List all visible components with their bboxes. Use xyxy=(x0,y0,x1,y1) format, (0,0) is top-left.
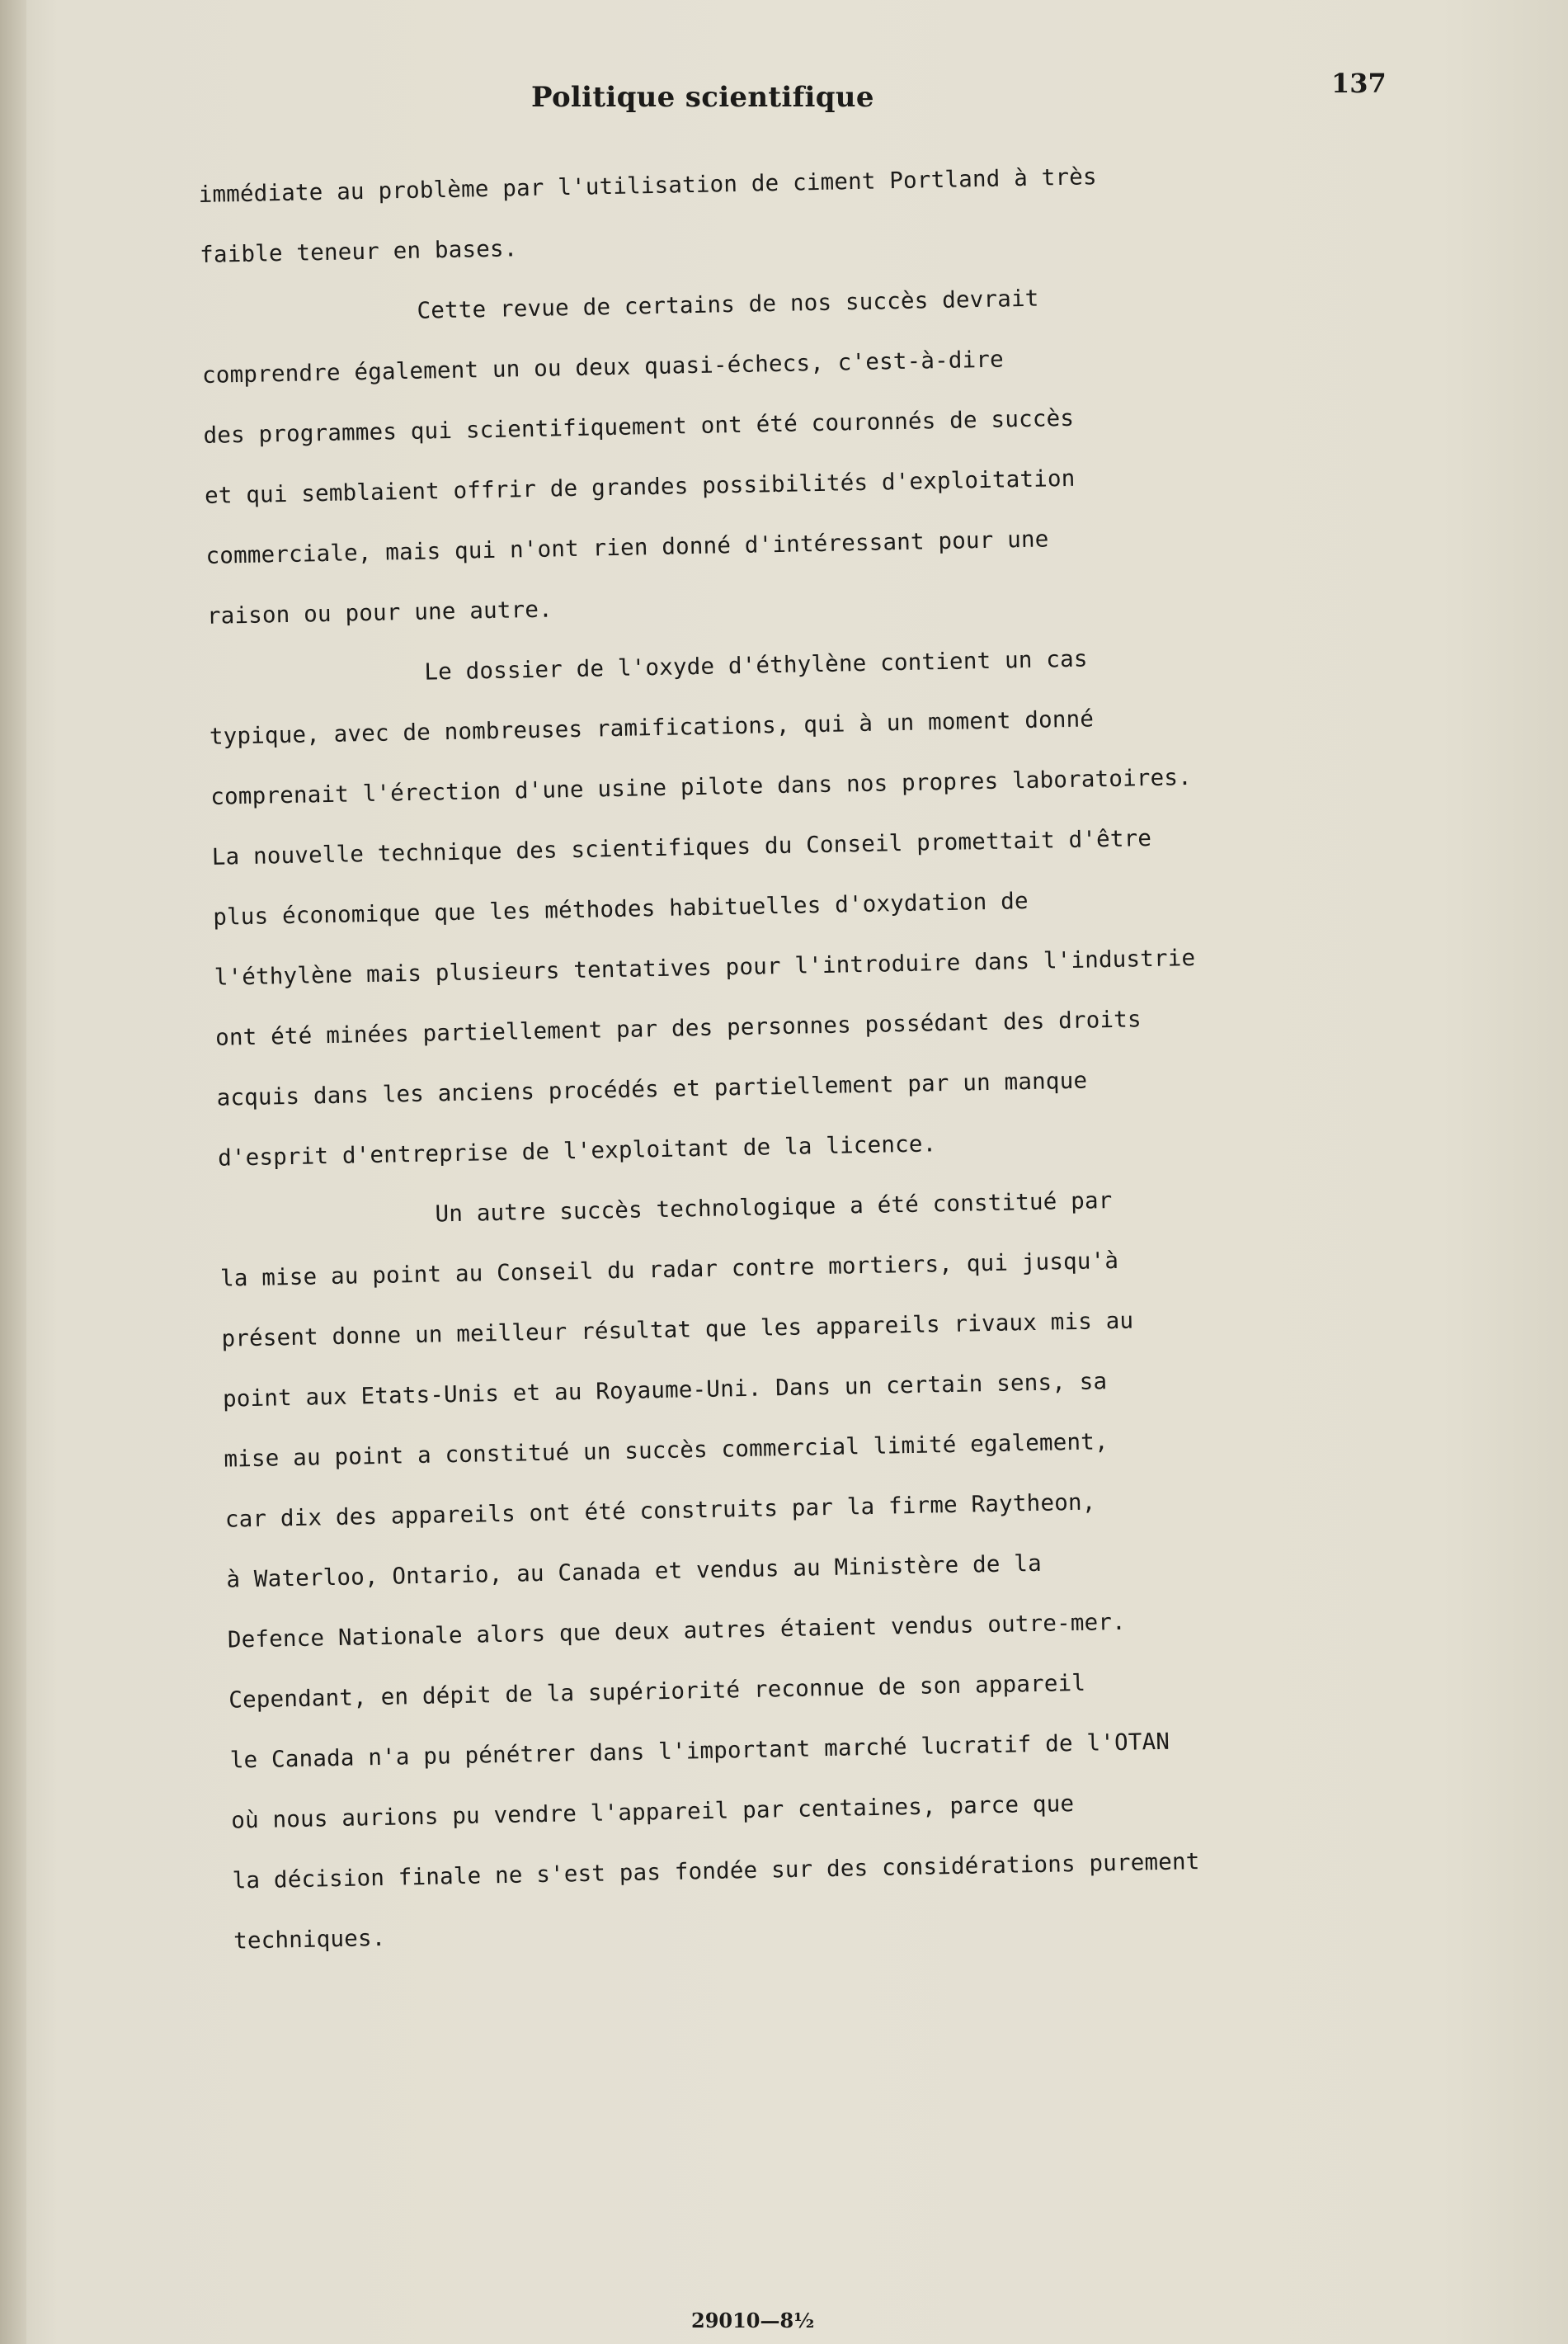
printer-signature-code: 29010—8½ xyxy=(691,2309,815,2332)
text-line: mise au point a constitué un succès commercial limité egalement, xyxy=(224,1428,1109,1473)
text-line: des programmes qui scientifiquement ont été couronnés de succès xyxy=(203,404,1075,449)
text-line: Defence Nationale alors que deux autres étaient vendus outre-mer. xyxy=(227,1608,1127,1653)
text-line: typique, avec de nombreuses ramifications, qui à un moment donné xyxy=(209,705,1095,750)
text-line: ont été minées partiellement par des personnes possédant des droits xyxy=(214,1006,1142,1051)
text-line: comprenait l'érection d'une usine pilote dans nos propres laboratoires. xyxy=(210,763,1193,810)
paragraph-first-line: Un autre succès technologique a été constitué par xyxy=(435,1187,1113,1228)
text-line: faible teneur en bases. xyxy=(199,235,518,268)
book-binding-edge xyxy=(0,0,26,2344)
text-line: car dix des appareils ont été construits par la firme Raytheon, xyxy=(224,1488,1096,1533)
text-line: la mise au point au Conseil du radar contre mortiers, qui jusqu'à xyxy=(219,1247,1119,1292)
text-line: immédiate au problème par l'utilisation de ciment Portland à très xyxy=(198,163,1097,208)
page-number: 137 xyxy=(1331,68,1387,99)
body-text xyxy=(198,144,1274,1972)
text-line: l'éthylène mais plusieurs tentatives pour l'introduire dans l'industrie xyxy=(214,944,1196,991)
paragraph-first-line: Le dossier de l'oxyde d'éthylène contient un cas xyxy=(424,645,1088,686)
text-line: acquis dans les anciens procédés et partiellement par un manque xyxy=(216,1067,1088,1111)
text-line: présent donne un meilleur résultat que les appareils rivaux mis au xyxy=(221,1307,1134,1352)
text-line: plus économique que les méthodes habituelles d'oxydation de xyxy=(212,887,1029,931)
text-line: et qui semblaient offrir de grandes possibilités d'exploitation xyxy=(204,465,1076,509)
running-head: Politique scientifique xyxy=(531,81,874,114)
text-line: techniques. xyxy=(233,1924,386,1955)
text-line: le Canada n'a pu pénétrer dans l'important marché lucratif de l'OTAN xyxy=(229,1728,1170,1774)
text-line: d'esprit d'entreprise de l'exploitant de la licence. xyxy=(217,1130,937,1172)
text-line: où nous aurions pu vendre l'appareil par centaines, parce que xyxy=(230,1790,1075,1834)
text-line: à Waterloo, Ontario, au Canada et vendus au Ministère de la xyxy=(226,1549,1043,1593)
text-line: raison ou pour une autre. xyxy=(206,596,553,630)
text-line: commerciale, mais qui n'ont rien donné d'intéressant pour une xyxy=(205,526,1049,569)
text-line: Cependant, en dépit de la supériorité reconnue de son appareil xyxy=(228,1669,1086,1714)
paragraph-first-line: Cette revue de certains de nos succès devrait xyxy=(417,285,1039,324)
text-line: comprendre également un ou deux quasi-échecs, c'est-à-dire xyxy=(201,346,1005,389)
text-line: la décision finale ne s'est pas fondée sur des considérations purement xyxy=(232,1848,1200,1894)
text-line: La nouvelle technique des scientifiques du Conseil promettait d'être xyxy=(211,824,1152,870)
text-line: point aux Etats-Unis et au Royaume-Uni. Dans un certain sens, sa xyxy=(222,1368,1108,1413)
